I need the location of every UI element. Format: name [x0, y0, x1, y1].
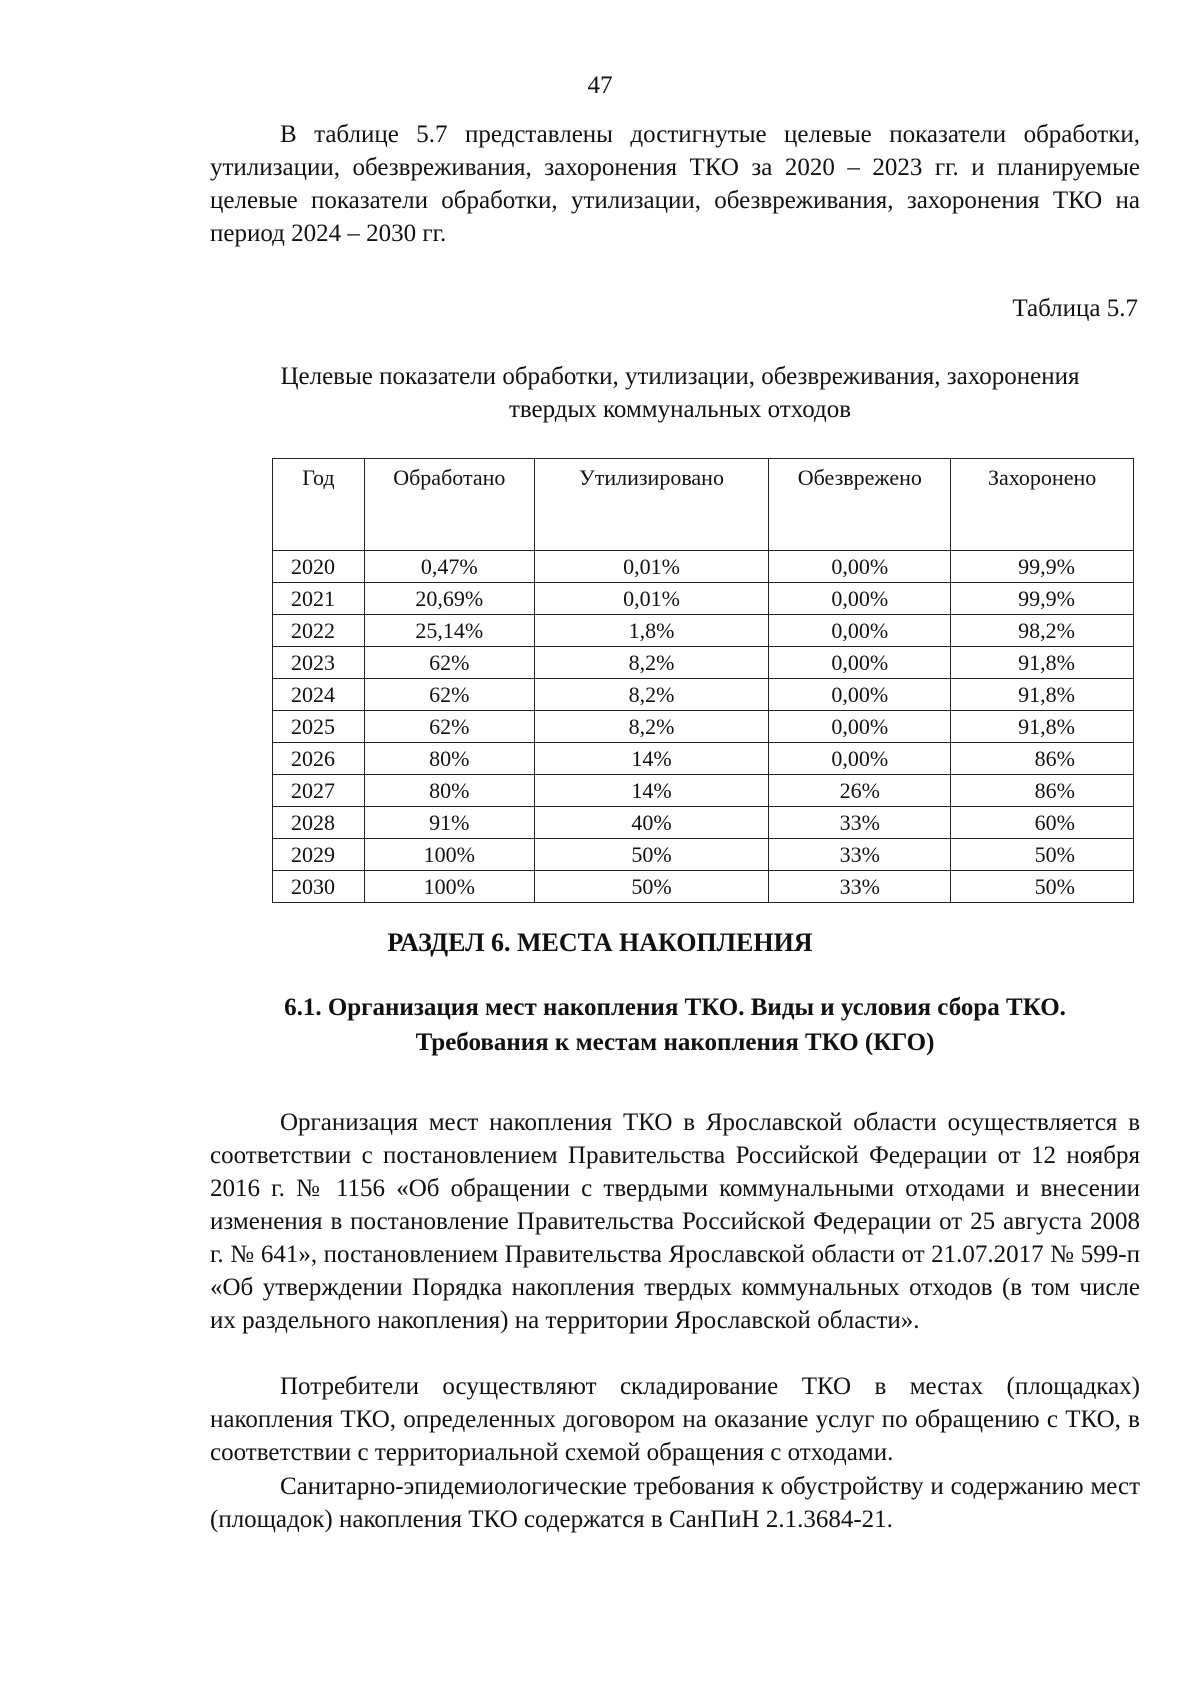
cell-utilized: 8,2% — [534, 711, 769, 743]
page-number: 47 — [587, 72, 613, 99]
cell-neutralized: 0,00% — [769, 679, 951, 711]
cell-processed: 25,14% — [364, 615, 534, 647]
header-utilized: Утилизировано — [534, 459, 769, 551]
cell-buried: 91,8% — [951, 679, 1134, 711]
section-title: РАЗДЕЛ 6. МЕСТА НАКОПЛЕНИЯ — [387, 928, 813, 957]
cell-year: 2030 — [273, 871, 365, 903]
subsection-title — [210, 990, 1140, 1060]
subsection-title-line-2: Требования к местам накопления ТКО (КГО) — [415, 1029, 935, 1056]
cell-year: 2024 — [273, 679, 365, 711]
intro-paragraph: В таблице 5.7 представлены достигнутые целевые показатели обработки, утилизации, обезвреживания, захоронения ТКО за 2020 – 2023 гг. и планируемые целевые показатели обработки, утилизации, обезвреживания, захоронения ТКО на период 2024 – 2030 гг. — [210, 121, 1140, 247]
cell-buried: 86% — [951, 775, 1134, 807]
table-label: Таблица 5.7 — [1012, 295, 1138, 322]
cell-processed: 62% — [364, 679, 534, 711]
cell-buried: 50% — [951, 871, 1134, 903]
body-paragraph-3: Санитарно-эпидемиологические требования к обустройству и содержанию мест (площадок) накопления ТКО содержатся в СанПиН 2.1.3684-21. — [210, 1473, 1140, 1533]
cell-processed: 100% — [364, 839, 534, 871]
cell-utilized: 8,2% — [534, 679, 769, 711]
cell-buried: 91,8% — [951, 711, 1134, 743]
cell-utilized: 1,8% — [534, 615, 769, 647]
cell-year: 2026 — [273, 743, 365, 775]
cell-utilized: 50% — [534, 871, 769, 903]
cell-processed: 0,47% — [364, 551, 534, 583]
table-row — [273, 583, 1134, 615]
table-title-line-1: Целевые показатели обработки, утилизации, обезвреживания, захоронения — [280, 363, 1080, 390]
cell-year: 2021 — [273, 583, 365, 615]
cell-year: 2023 — [273, 647, 365, 679]
table-row — [273, 551, 1134, 583]
cell-neutralized: 0,00% — [769, 743, 951, 775]
table-row — [273, 775, 1134, 807]
cell-year: 2022 — [273, 615, 365, 647]
body-paragraph-2: Потребители осуществляют складирование ТКО в местах (площадках) накопления ТКО, определенных договором на оказание услуг по обращению с ТКО, в соответствии с территориальной схемой обращения с отходами. — [210, 1373, 1140, 1466]
cell-buried: 99,9% — [951, 551, 1134, 583]
cell-utilized: 14% — [534, 775, 769, 807]
cell-year: 2025 — [273, 711, 365, 743]
cell-year: 2028 — [273, 807, 365, 839]
cell-neutralized: 0,00% — [769, 551, 951, 583]
table-row — [273, 839, 1134, 871]
subsection-title-line-1: 6.1. Организация мест накопления ТКО. Виды и условия сбора ТКО. — [284, 994, 1066, 1021]
cell-processed: 20,69% — [364, 583, 534, 615]
cell-buried: 99,9% — [951, 583, 1134, 615]
cell-year: 2029 — [273, 839, 365, 871]
cell-utilized: 8,2% — [534, 647, 769, 679]
table-row — [273, 647, 1134, 679]
targets-table — [272, 458, 1134, 903]
cell-year: 2020 — [273, 551, 365, 583]
cell-processed: 62% — [364, 647, 534, 679]
cell-utilized: 50% — [534, 839, 769, 871]
cell-utilized: 14% — [534, 743, 769, 775]
header-processed: Обработано — [364, 459, 534, 551]
cell-processed: 80% — [364, 743, 534, 775]
cell-neutralized: 33% — [769, 807, 951, 839]
body-paragraph-1: Организация мест накопления ТКО в Ярославской области осуществляется в соответствии с постановлением Правительства Российской Федерации от 12 ноября 2016 г. № 1156 «Об обращении с твердыми коммунальными отходами и внесении изменения в постановление Правительства Российской Федерации от 25 августа 2008 г. № 641», постановлением Правительства Ярославской области от 21.07.2017 № 599-п «Об утверждении Порядка накопления твердых коммунальных отходов (в том числе их раздельного накопления) на территории Ярославской области». — [210, 1109, 1140, 1334]
cell-buried: 86% — [951, 743, 1134, 775]
cell-processed: 100% — [364, 871, 534, 903]
cell-neutralized: 0,00% — [769, 615, 951, 647]
table-title-line-2: твердых коммунальных отходов — [508, 396, 852, 423]
cell-buried: 98,2% — [951, 615, 1134, 647]
cell-utilized: 0,01% — [534, 583, 769, 615]
cell-neutralized: 0,00% — [769, 583, 951, 615]
cell-utilized: 0,01% — [534, 551, 769, 583]
cell-neutralized: 0,00% — [769, 711, 951, 743]
cell-processed: 91% — [364, 807, 534, 839]
cell-neutralized: 26% — [769, 775, 951, 807]
table-body — [273, 551, 1134, 903]
header-neutralized: Обезврежено — [769, 459, 951, 551]
cell-buried: 91,8% — [951, 647, 1134, 679]
cell-processed: 80% — [364, 775, 534, 807]
cell-utilized: 40% — [534, 807, 769, 839]
cell-year: 2027 — [273, 775, 365, 807]
table-row — [273, 807, 1134, 839]
table-row — [273, 871, 1134, 903]
table-header-row — [273, 459, 1134, 551]
cell-neutralized: 33% — [769, 839, 951, 871]
cell-processed: 62% — [364, 711, 534, 743]
cell-buried: 60% — [951, 807, 1134, 839]
header-year: Год — [273, 459, 365, 551]
table-row — [273, 711, 1134, 743]
table-title — [200, 360, 1160, 426]
header-buried: Захоронено — [951, 459, 1134, 551]
cell-neutralized: 33% — [769, 871, 951, 903]
cell-buried: 50% — [951, 839, 1134, 871]
table-row — [273, 615, 1134, 647]
table-row — [273, 679, 1134, 711]
table-row — [273, 743, 1134, 775]
cell-neutralized: 0,00% — [769, 647, 951, 679]
